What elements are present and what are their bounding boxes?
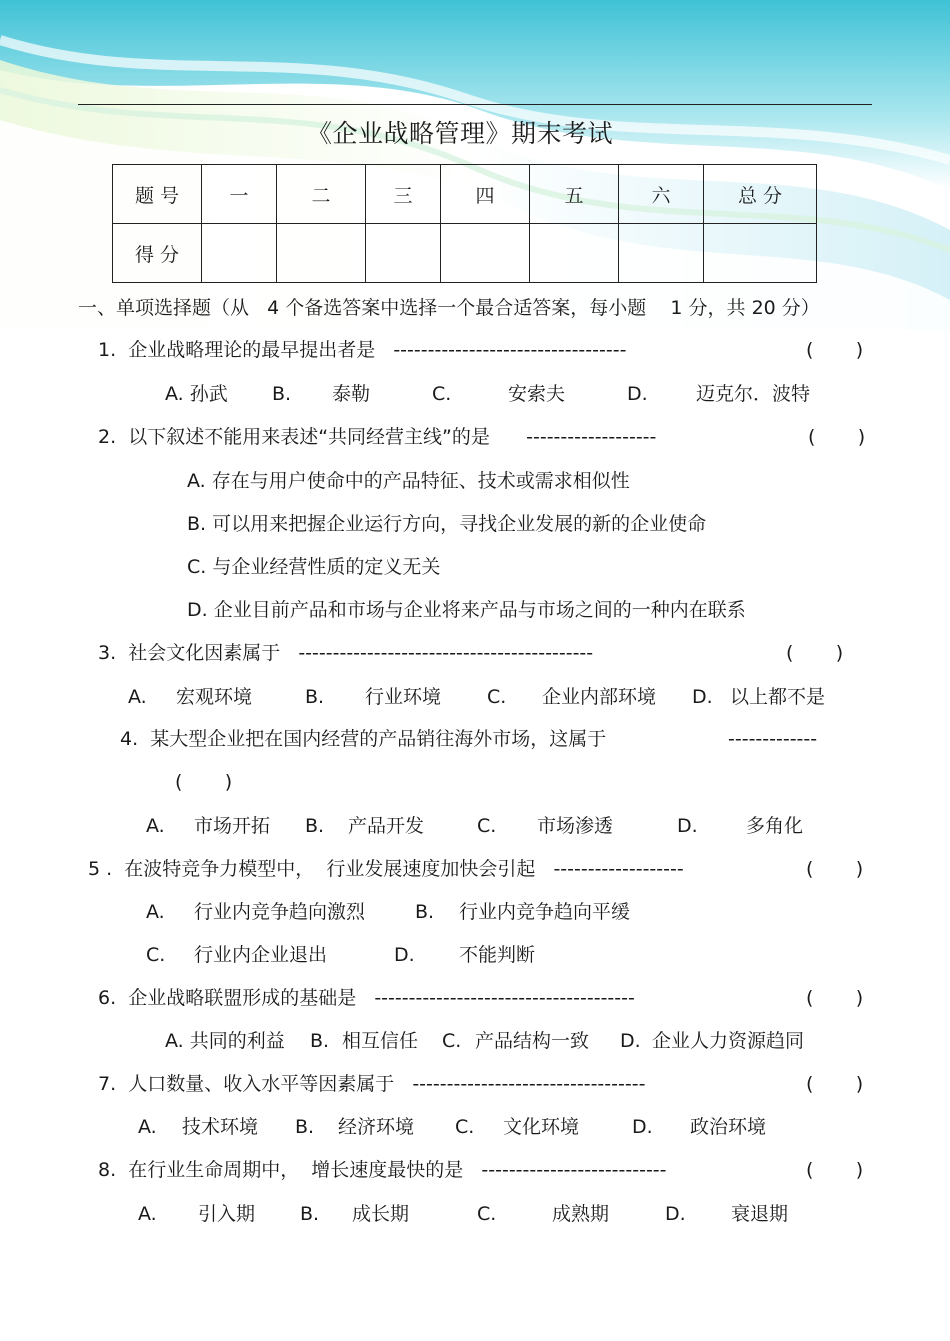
answer-blank[interactable]: ( ) xyxy=(786,642,844,664)
option: 以上都不是 xyxy=(730,686,826,708)
answer-blank[interactable]: ( ) xyxy=(806,1159,864,1181)
question-stem: 2. 以下叙述不能用来表述“共同经营主线”的是 ------------------- xyxy=(98,426,657,448)
table-cell: 二 xyxy=(277,165,366,224)
question-stem: 6. 企业战略联盟形成的基础是 -------------------------------------- xyxy=(98,987,635,1009)
score-input-cell[interactable] xyxy=(202,224,277,283)
question-stem: 8. 在行业生命周期中， 增长速度最快的是 --------------------------- xyxy=(98,1159,667,1181)
table-cell: 五 xyxy=(530,165,619,224)
exam-title: 《企业战略管理》期末考试 xyxy=(306,119,613,148)
section-heading: 一、单项选择题（从 4 个备选答案中选择一个最合适答案，每小题 1 分，共 20 分） xyxy=(78,297,820,319)
score-table xyxy=(112,164,817,283)
option: 衰退期 xyxy=(731,1203,789,1225)
question-stem: 4. 某大型企业把在国内经营的产品销往海外市场，这属于 xyxy=(120,728,607,750)
option: B. xyxy=(272,383,292,405)
table-cell: 三 xyxy=(366,165,441,224)
option: 市场开拓 xyxy=(194,815,271,837)
option: 迈克尔．波特 xyxy=(696,383,811,405)
option: 经济环境 xyxy=(338,1116,415,1138)
answer-blank[interactable]: ( ) xyxy=(806,858,864,880)
option: C. 与企业经营性质的定义无关 xyxy=(187,556,441,578)
option: 市场渗透 xyxy=(537,815,614,837)
option: C. xyxy=(442,1030,462,1052)
question-stem: 3. 社会文化因素属于 ------------------------------------------- xyxy=(98,642,594,664)
option: 产品结构一致 xyxy=(475,1030,590,1052)
option: D. xyxy=(394,944,415,966)
option: D. 企业目前产品和市场与企业将来产品与市场之间的一种内在联系 xyxy=(187,599,746,621)
option: A. xyxy=(138,1203,157,1225)
option: D. xyxy=(677,815,698,837)
header-rule xyxy=(78,104,872,105)
option: 引入期 xyxy=(198,1203,256,1225)
option: D. xyxy=(665,1203,686,1225)
score-table-score-row xyxy=(113,224,817,283)
option: 安索夫 xyxy=(508,383,566,405)
option: C. xyxy=(432,383,452,405)
option: 企业内部环境 xyxy=(542,686,657,708)
option: C. xyxy=(487,686,507,708)
score-table-header-row xyxy=(113,165,817,224)
option: 行业环境 xyxy=(365,686,442,708)
option: B. xyxy=(305,686,325,708)
option: 泰勒 xyxy=(332,383,371,405)
option: A. 存在与用户使命中的产品特征、技术或需求相似性 xyxy=(187,470,630,492)
option: 产品开发 xyxy=(348,815,425,837)
option: 多角化 xyxy=(746,815,804,837)
option: D. xyxy=(692,686,713,708)
option: B. xyxy=(295,1116,315,1138)
question-stem: 1. 企业战略理论的最早提出者是 ---------------------------------- xyxy=(98,339,627,361)
option: A. 孙武 xyxy=(165,383,228,405)
table-cell: 得 分 xyxy=(113,224,202,283)
score-input-cell[interactable] xyxy=(441,224,530,283)
option: 相互信任 xyxy=(342,1030,419,1052)
score-input-cell[interactable] xyxy=(530,224,619,283)
score-input-cell[interactable] xyxy=(619,224,704,283)
score-input-cell[interactable] xyxy=(704,224,817,283)
option: 技术环境 xyxy=(182,1116,259,1138)
table-cell: 六 xyxy=(619,165,704,224)
option: A. xyxy=(146,901,165,923)
table-cell: 四 xyxy=(441,165,530,224)
option: B. xyxy=(310,1030,330,1052)
option: C. xyxy=(455,1116,475,1138)
option: C. xyxy=(146,944,166,966)
score-input-cell[interactable] xyxy=(366,224,441,283)
table-cell: 一 xyxy=(202,165,277,224)
option: B. xyxy=(415,901,435,923)
option: A. xyxy=(138,1116,157,1138)
answer-blank[interactable]: ( ) xyxy=(808,426,866,448)
option: C. xyxy=(477,1203,497,1225)
option: D. xyxy=(627,383,648,405)
option: 企业人力资源趋同 xyxy=(652,1030,805,1052)
answer-blank[interactable]: ( ) xyxy=(175,771,233,793)
option: 不能判断 xyxy=(459,944,536,966)
option: A. 共同的利益 xyxy=(165,1030,285,1052)
option: B. 可以用来把握企业运行方向，寻找企业发展的新的企业使命 xyxy=(187,513,707,535)
option: 文化环境 xyxy=(503,1116,580,1138)
table-cell: 题 号 xyxy=(113,165,202,224)
answer-blank[interactable]: ( ) xyxy=(806,339,864,361)
option: 行业内竞争趋向激烈 xyxy=(194,901,366,923)
answer-blank[interactable]: ( ) xyxy=(806,987,864,1009)
option: 政治环境 xyxy=(690,1116,767,1138)
score-input-cell[interactable] xyxy=(277,224,366,283)
option: 成熟期 xyxy=(552,1203,610,1225)
option: D. xyxy=(632,1116,653,1138)
option: 行业内竞争趋向平缓 xyxy=(459,901,631,923)
question-dashes: ------------- xyxy=(728,728,818,750)
option: 宏观环境 xyxy=(176,686,253,708)
option: B. xyxy=(300,1203,320,1225)
option: D. xyxy=(620,1030,641,1052)
question-stem: 5 . 在波特竞争力模型中， 行业发展速度加快会引起 ------------------- xyxy=(88,858,684,880)
option: A. xyxy=(146,815,165,837)
table-cell: 总 分 xyxy=(704,165,817,224)
option: 成长期 xyxy=(352,1203,410,1225)
option: B. xyxy=(305,815,325,837)
option: 行业内企业退出 xyxy=(194,944,328,966)
question-stem: 7. 人口数量、收入水平等因素属于 ---------------------------------- xyxy=(98,1073,646,1095)
answer-blank[interactable]: ( ) xyxy=(806,1073,864,1095)
option: C. xyxy=(477,815,497,837)
option: A. xyxy=(128,686,147,708)
